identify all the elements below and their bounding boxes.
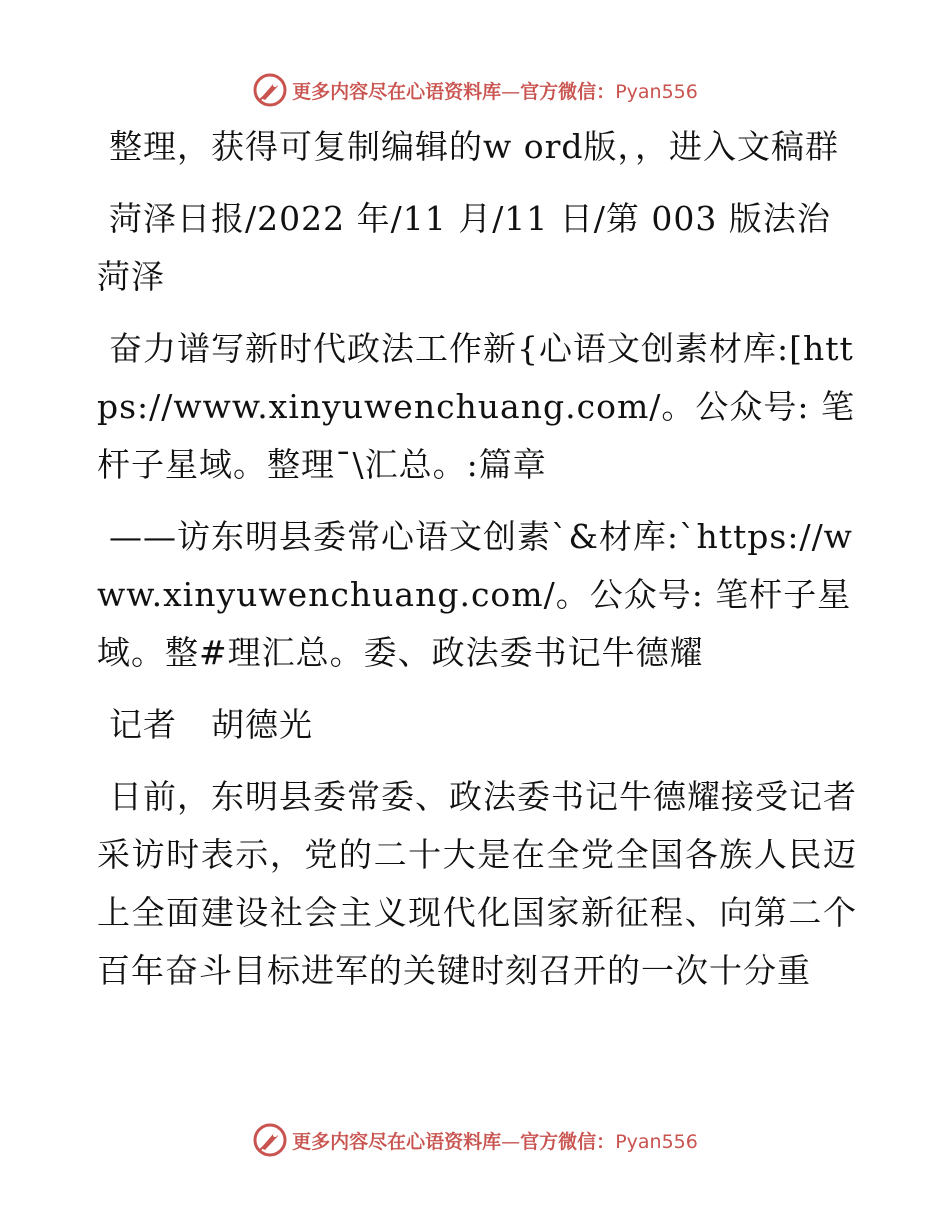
watermark-text <box>292 77 698 104</box>
body-paragraph: 日前，东明县委常委、政法委书记牛德耀接受记者采访时表示，党的二十大是在全党全国各族人民迈上全面建设社会主义现代化国家新征程、向第二个百年奋斗目标进军的关键时刻召开的一次十分重 <box>97 777 857 990</box>
document-body <box>97 118 857 1014</box>
watermark-account: Pyan556 <box>615 80 698 103</box>
pen-nib-logo-icon <box>252 1122 288 1158</box>
watermark-separator: — <box>501 80 521 103</box>
watermark-separator: — <box>501 1130 521 1153</box>
watermark-text <box>292 1127 698 1154</box>
article-title: 奋力谱写新时代政法工作新{心语文创素材库:[https://www.xinyuwenchuang.com/。公众号: 笔杆子星域。整理¯\汇总。:篇章 <box>97 329 855 484</box>
article-subtitle: ——访东明县委常心语文创素`&材库:`https://www.xinyuwenchuang.com/。公众号: 笔杆子星域。整#理汇总。委、政法委书记牛德耀 <box>97 517 853 672</box>
watermark-site-text: 更多内容尽在心语资料库 <box>292 80 502 103</box>
watermark-account: Pyan556 <box>615 1130 698 1153</box>
intro-paragraph: 整理，获得可复制编辑的w ord版，，进入文稿群 <box>109 127 840 166</box>
watermark-official-text: 官方微信： <box>520 80 616 103</box>
source-line: 菏泽日报/2022 年/11 月/11 日/第 003 版法治菏泽 <box>97 199 831 296</box>
pen-nib-logo-icon <box>252 72 288 108</box>
watermark-site-text: 更多内容尽在心语资料库 <box>292 1130 502 1153</box>
watermark-footer <box>0 1120 950 1160</box>
byline: 记者 胡德光 <box>109 705 313 744</box>
watermark-header <box>0 70 950 110</box>
watermark-official-text: 官方微信： <box>520 1130 616 1153</box>
